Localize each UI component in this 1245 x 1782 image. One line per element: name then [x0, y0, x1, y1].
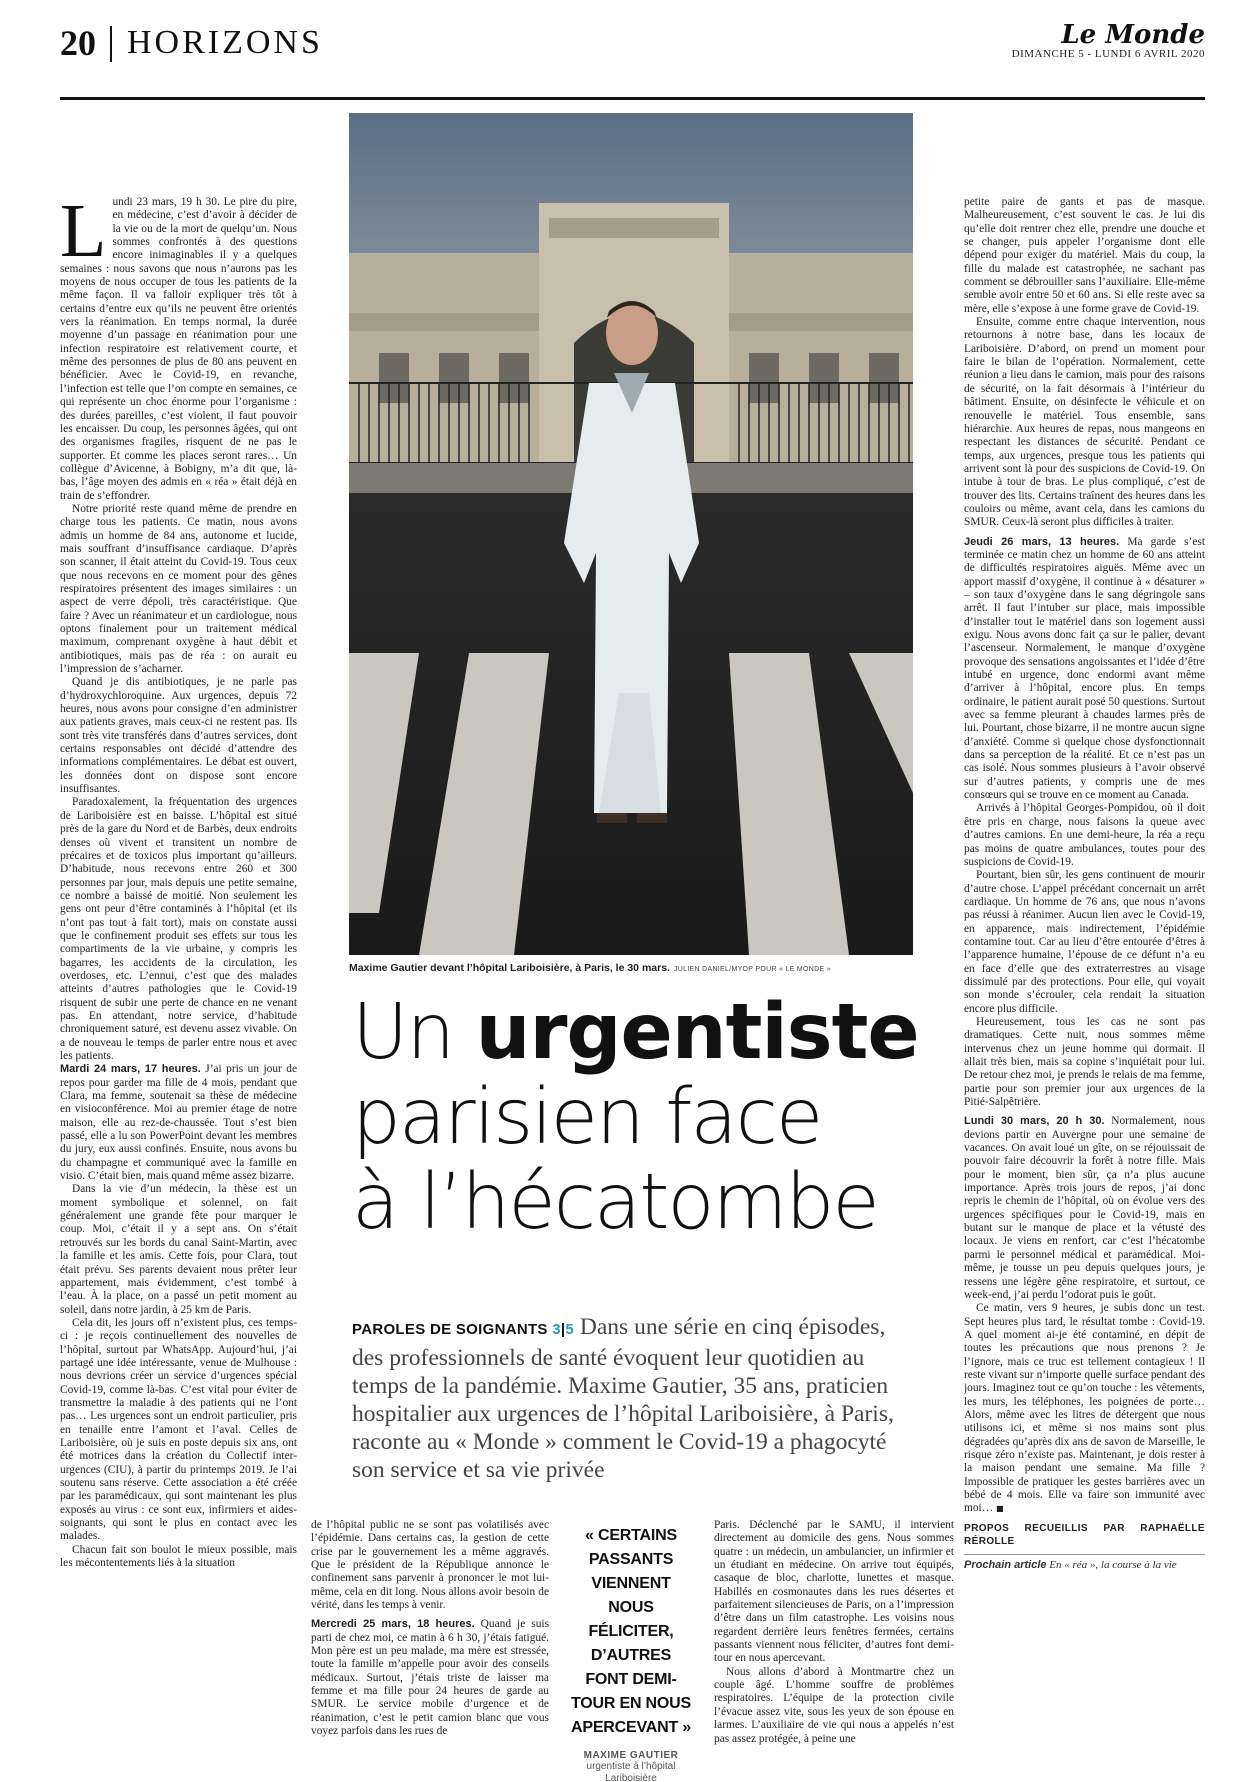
article-column-mid-2: [714, 1519, 954, 1782]
paragraph: [311, 1618, 549, 1738]
page-header: [60, 18, 1205, 98]
next-article-teaser: [964, 1559, 1205, 1572]
paragraph: de l’hôpital public ne se sont pas volatilisés avec l’épidémie. Dans certains cas, la gestion de cette crise par le gouvernement les a même aggravés. Que le président de la République annonce le confinement sans parvenir à prononcer le mot lui-même, cela en dit long. Nous allons avoir besoin de vérité, dans les temps à venir.: [311, 1519, 549, 1612]
headline-light: Un: [352, 988, 476, 1077]
paragraph: [60, 1063, 297, 1183]
paragraph: Quand je dis antibiotiques, je ne parle pas d’hydroxychloroquine. Aux urgences, depuis 72 heures, nous avons pour consigne d’en administrer aux patients graves, mais ceux-ci ne restent pas. Ils sont très vite transférés dans d’autres services, dont certains responsables ont décidé d’attendre des informations complémentaires. Le débat est ouvert, les données dont on dispose sont encore insuffisantes.: [60, 676, 297, 796]
paragraph-text: J’ai pris un jour de repos pour garder ma fille de 4 mois, pendant que Clara, ma femme, soutenait sa thèse de médecine en visioconférence. Moi au premier étage de notre maison, elle au rez-de-chaussée. Tout s’est bien passé, elle a lu son PowerPoint devant les membres du jury, eux aussi confinés. Ensuite, nous avons bu du champagne et communiqué avec la famille en visio. C’était bien, mais quand même assez bizarre.: [60, 1063, 297, 1183]
standfirst-text: Dans une série en cinq épisodes, des professionnels de santé évoquent leur quotidien au temps de la pandémie. Maxime Gautier, 35 ans, praticien hospitalier aux urgences de l’hôpital Lariboisière, à Paris, raconte au « Monde » comment le Covid-19 a phagocyté son service et sa vie privée: [352, 1314, 894, 1483]
paragraph: Cela dit, les jours off n’existent plus, ces temps-ci : je reçois continuellement des nouvelles de l’hôpital, surtout par WhatsApp. Aujourd’hui, j’ai partagé une idée intéressante, venue de Mulhouse : nous devrions créer un service d’urgences spécial Covid-19, comme là-bas. C’est vital pour éviter de transmettre la maladie à des patients qui ne l’ont pas… Les urgences sont un endroit particulier, pris en tenaille entre l’amont et l’aval. Celles de Lariboisière, où je suis en poste depuis six ans, ont été motrices dans la création du Collectif inter-urgences (CIU), à partir du printemps 2019. Je l’ai soutenu sans réserve. Cette association a été créée par les paramédicaux, qui sont maintenant les plus exposés au virus : ce sont eux, infirmiers et aides-soignants, qui sont le plus en contact avec les malades.: [60, 1316, 297, 1543]
paragraph: [964, 1115, 1205, 1302]
photo-illustration: [349, 113, 913, 955]
header-separator: [110, 26, 112, 62]
paragraph-text: Normalement, nous devions partir en Auvergne pour une semaine de vacances. On avait loué un gîte, on se réjouissait de pouvoir faire découvrir la forêt à notre fille. Mais pour le moment, bien sûr, ça n’a plus aucune importance. Après trois jours de repos, j’ai donc repris le chemin de l’hôpital, où on évolue vers des urgences spécifiques pour le Covid-19, mais en butant sur le manque de place et la vétusté des locaux. Je viens en renfort, car c’est l’hécatombe parmi le personnel médical et paramédical. Moi-même, je tousse un peu depuis quelques jours, je ressens une légère gêne respiratoire, et surtout, ce week-end, j’ai perdu l’odorat puis le goût.: [964, 1115, 1205, 1301]
byline-signature: PROPOS RECUEILLIS PAR RAPHAËLLE RÉROLLE: [964, 1522, 1205, 1548]
dateline: Mardi 24 mars, 17 heures.: [60, 1063, 201, 1076]
next-article-title: En « réa », la course à la vie: [1046, 1559, 1177, 1572]
paragraph: Heureusement, tous les cas ne sont pas dramatiques. Cette nuit, nous sommes même intervenus chez un jeune homme qui dormait. Il allait très bien, mais sa copine s’inquiétait pour lui. De retour chez moi, je prends le relais de ma femme, partie pour son premier jour aux urgences de la Pitié-Salpêtrière.: [964, 1015, 1205, 1109]
paragraph: [964, 536, 1205, 803]
paragraph: undi 23 mars, 19 h 30. Le pire du pire, en médecine, c’est d’avoir à décider de la vie ou de la mort de quelqu’un. Nous sommes confrontés à des questions encore inimaginables il y a quelques semaines : nous savons que nous n’aurons pas les moyens de nous occuper de tous les patients de la même façon. Il va falloir expliquer très tôt à certains d’entre eux qu’ils ne peuvent être orientés vers la réanimation. En temps normal, la durée moyenne d’un passage en réanimation pour une infection respiratoire est relativement courte, et même des personnes de plus de 80 ans peuvent en bénéficier. Avec le Covid-19, en revanche, l’infection est telle que l’on compte en semaines, ce qui représente un choc énorme pour l’organisme : des durées pareilles, c’est violent, il faut pouvoir les encaisser. Du coup, les personnes âgées, qui ont des organismes fragiles, risquent de ne pas le supporter. Et comme les places seront rares… Un collègue d’Avicenne, à Bobigny, m’a dit que, là-bas, l’âge moyen des admis en « réa » était déjà en train de s’effondrer.: [60, 196, 297, 502]
header-rule: [60, 97, 1205, 100]
paragraph-text: Quand je suis parti de chez moi, ce matin à 6 h 30, j’étais fatigué. Mon père est un peu malade, ma mère est stressée, toute la famille m’appelle pour avoir des conseils médicaux. Surtout, j’étais triste de laisser ma femme et ma fille pour 24 heures de garde au SMUR. Le service mobile d’urgence et de réanimation, c’est le petit camion blanc que vous voyez parfois dans les rues de: [311, 1618, 549, 1738]
paragraph: Dans la vie d’un médecin, la thèse est un moment symbolique et solennel, on fait généralement une grande fête pour marquer le coup. Moi, c’était il y a sept ans. On s’était retrouvés sur les bords du canal Saint-Martin, avec la famille et les amis. Cette fois, pour Clara, tout était prévu. Ses parents devaient nous prêter leur appartement, mais évidemment, c’est tombé à l’eau. À la place, on a passé un petit moment au soleil, dans notre jardin, à 25 km de Paris.: [60, 1183, 297, 1316]
dateline: Mercredi 25 mars, 18 heures.: [311, 1618, 475, 1631]
pull-quote-role: urgentiste à l’hôpital Lariboisière: [586, 1761, 676, 1782]
end-mark: ■: [995, 1504, 1004, 1514]
dateline: Lundi 30 mars, 20 h 30.: [964, 1115, 1105, 1128]
divider: [964, 1554, 1205, 1555]
masthead-logo: Le Monde: [1061, 20, 1205, 50]
paragraph: Paradoxalement, la fréquentation des urgences de Lariboisière est en baisse. L’hôpital est situé près de la gare du Nord et de Barbès, deux endroits denses où vivent et transitent un nombre de précaires et de toxicos plus important qu’ailleurs. D’habitude, nous recevons entre 260 et 300 personnes par jour, mais depuis une petite semaine, ce nombre a baissé de moitié. Non seulement les gens ont peur d’être contaminés à l’hôpital (et ils n’ont pas tout à fait tort), mais on constate aussi que le confinement produit ses effets sur tous les compartiments de la vie urbaine, y compris les bagarres, les accidents de la circulation, les overdoses, etc. L’ennui, c’est que des malades atteints d’autres pathologies que le Covid-19 risquent de subir une perte de chance en ne venant pas. En attendant, notre service, d’habitude chroniquement saturé, est devenu assez vivable. On a de nouveau le temps de parler entre nous et avec les patients.: [60, 796, 297, 1062]
pull-quote: [570, 1524, 692, 1782]
dropcap: L: [60, 196, 107, 273]
next-article-label: Prochain article: [964, 1559, 1047, 1572]
paragraph: Arrivés à l’hôpital Georges-Pompidou, où il doit être pris en charge, nous faisons la queue avec d’autres camions. En une demi-heure, la réa a reçu pas moins de quatre ambulances, toutes pour des suspicions de Covid-19.: [964, 802, 1205, 868]
paragraph-text: Ce matin, vers 9 heures, je subis donc un test. Sept heures plus tard, le résultat tombe : Covid-19. A quel moment ai-je été contaminé, en dépit de toutes les précautions que nous prenons ? Je l’ignore, mais ce truc est tellement contagieux ! Il reste vivant sur n’importe quelle surface pendant des jours. Imaginez tout ce qu’on touche : les vêtements, les murs, les téléphones, les poignées de porte… Alors, même avec les litres de détergent que nous utilisons ici, et même si nos mains sont plus dégradées qu’après dix ans de savon de Marseille, le risque zéro n’existe pas. Maintenant, je dois rester à la maison pendant une semaine. Ma fille ? Impossible de pratiquer les gestes barrières avec un bébé de 4 mois. Elle va faire son immunité avec moi…: [964, 1302, 1205, 1515]
series-separator: |: [560, 1321, 566, 1338]
series-label: [352, 1321, 574, 1338]
paragraph-text: Ma garde s’est terminée ce matin chez un homme de 60 ans atteint de difficultés respiratoires aiguës. Même avec un apport massif d’oxygène, il continue à « désaturer » – son taux d’oxygène dans le sang dégringole sans arrêt. Il faut l’intuber sur place, mais impossible d’installer tout le matériel dans son logement aussi exigu. Nous avons donc fait ça sur le palier, devant l’ascenseur. Normalement, le manque d’oxygène provoque des sensations angoissantes et l’idée d’être intubé en urgence, donc endormi avant même d’arriver à l’hôpital, encore plus. En temps ordinaire, le patient aurait posé 50 questions. Surtout avec sa femme pleurant à chaudes larmes près de lui. Pourtant, chose bizarre, il ne montre aucun signe d’anxiété. Comme si quelque chose dysfonctionnait dans sa perception de la réalité. Et ce n’est pas un cas isolé. Nous sommes plusieurs à l’avoir observé sur d’autres patients, y compris une de mes consœurs qui se trouve en ce moment au Canada.: [964, 535, 1205, 802]
paragraph: Chacun fait son boulot le mieux possible, mais les mécontentements liés à la situation: [60, 1543, 297, 1570]
article-column-mid-1: [311, 1519, 549, 1782]
headline-line-3: à l’hécatombe: [352, 1158, 878, 1247]
issue-date: DIMANCHE 5 - LUNDI 6 AVRIL 2020: [1011, 48, 1205, 60]
paragraph: [964, 1302, 1205, 1516]
headline-bold: urgentiste: [475, 988, 919, 1077]
pull-quote-text: « CERTAINS PASSANTS VIENNENT NOUS FÉLICITER, D’AUTRES FONT DEMI-TOUR EN NOUS APERCEVANT »: [571, 1527, 691, 1736]
headline: [352, 990, 942, 1245]
paragraph: Notre priorité reste quand même de prendre en charge tous les patients. Ce matin, nous avons admis un homme de 84 ans, autonome et lucide, mais souffrant d’insuffisance cardiaque. D’après son scanner, il était atteint du Covid-19. Tous ceux que nous recevons en ce moment pour des gênes respiratoires présentent des images similaires : un aspect de verre dépoli, très caractéristique. Que faire ? Avec un réanimateur et un cardiologue, nous optons finalement pour un traitement médical maximum, comprenant oxygène à haut débit et antibiotiques, mais pas de réa : on aurait eu l’impression de s’acharner.: [60, 502, 297, 676]
paragraph: Paris. Déclenché par le SAMU, il intervient directement au domicile des gens. Nous sommes quatre : un médecin, un ambulancier, un infirmier et un étudiant en médecine. On arrive tout équipés, casaque de bloc, charlotte, lunettes et masque. Habillés en cosmonautes dans les rues désertes et parfaitement silencieuses de Paris, on a l’impression d’être dans un film catastrophe. Les voisins nous regardent derrière leurs fenêtres fermées, certains passants viennent nous féliciter, d’autres font demi-tour en nous apercevant.: [714, 1519, 954, 1665]
series-name: PAROLES DE SOIGNANTS: [352, 1321, 548, 1338]
article-column-left: [60, 196, 297, 1776]
photo-caption: [349, 962, 913, 974]
paragraph: Pourtant, bien sûr, les gens continuent de mourir d’autre chose. L’appel précédant concernait un arrêt cardiaque. Un homme de 76 ans, que nous n’avons pas réussi à réanimer. Aucun lien avec le Covid-19, en apparence, mais indirectement, l’épidémie contamine tout. Car au lieu d’être entourée d’êtres à l’apparence humaine, l’épouse de ce défunt n’a eu en face d’elle que des extraterrestres au visage dissimulé par des protections. Pour elle, qui voyait son monde s’écrouler, cela rendait la situation encore plus difficile.: [964, 869, 1205, 1015]
standfirst: [352, 1313, 917, 1484]
photo-maxime-gautier: [349, 113, 913, 955]
paragraph: Nous allons d’abord à Montmartre chez un couple âgé. L’homme souffre de problèmes respiratoires. L’équipe de la protection civile l’évacue assez vite, sous les yeux de son épouse en larmes. L’auxiliaire de vie qui nous a appelés n’est pas assez protégée, à peine une: [714, 1665, 954, 1745]
caption-text: Maxime Gautier devant l’hôpital Lariboisière, à Paris, le 30 mars.: [349, 962, 670, 974]
photo-credit: JULIEN DANIEL/MYOP POUR « LE MONDE »: [673, 966, 831, 973]
section-name: HORIZONS: [127, 24, 323, 61]
article-column-right: [964, 196, 1205, 1776]
page-number: 20: [60, 23, 96, 63]
series-total: 5: [565, 1321, 575, 1338]
paragraph: petite paire de gants et pas de masque. Malheureusement, c’est souvent le cas. Je lui dis qu’elle doit rentrer chez elle, prendre une douche et se changer, puis appeler l’organisme dont elle dépend pour exiger du matériel. Mais du coup, la fille du malade est catastrophée, ne sachant pas comment se débrouiller sans l’auxiliaire. Elle-même semble avoir entre 50 et 60 ans. Si elle reste avec sa mère, elle s’expose à une forme grave de Covid-19.: [964, 196, 1205, 315]
series-episode: 3: [552, 1321, 561, 1338]
headline-line-1: [352, 990, 942, 1075]
pull-quote-author: MAXIME GAUTIER: [583, 1750, 679, 1761]
headline-line-2: parisien face: [352, 1073, 822, 1162]
dateline: Jeudi 26 mars, 13 heures.: [964, 535, 1120, 548]
paragraph: Ensuite, comme entre chaque intervention, nous retournons à notre base, dans les locaux de Lariboisière. D’abord, on prend un moment pour faire le bilan de l’opération. Normalement, cette réunion a lieu dans le camion, mais pour des raisons de sécurité, on la fait désormais à l’intérieur du bâtiment. Ensuite, on désinfecte le véhicule et on renouvelle le matériel. Tous ensemble, sans hiérarchie. Aux heures de repas, nous mangeons en respectant les distances de sécurité. Pendant ce temps, aux urgences, presque tous les patients qui arrivent sont là pour des suspicions de Covid-19. On intube à tour de bras. Le plus compliqué, c’est de trouver des lits. Certains traînent des heures dans les couloirs ou même, avant cela, dans les camions du SMUR. Ceux-là seront plus difficiles à traiter.: [964, 316, 1205, 529]
